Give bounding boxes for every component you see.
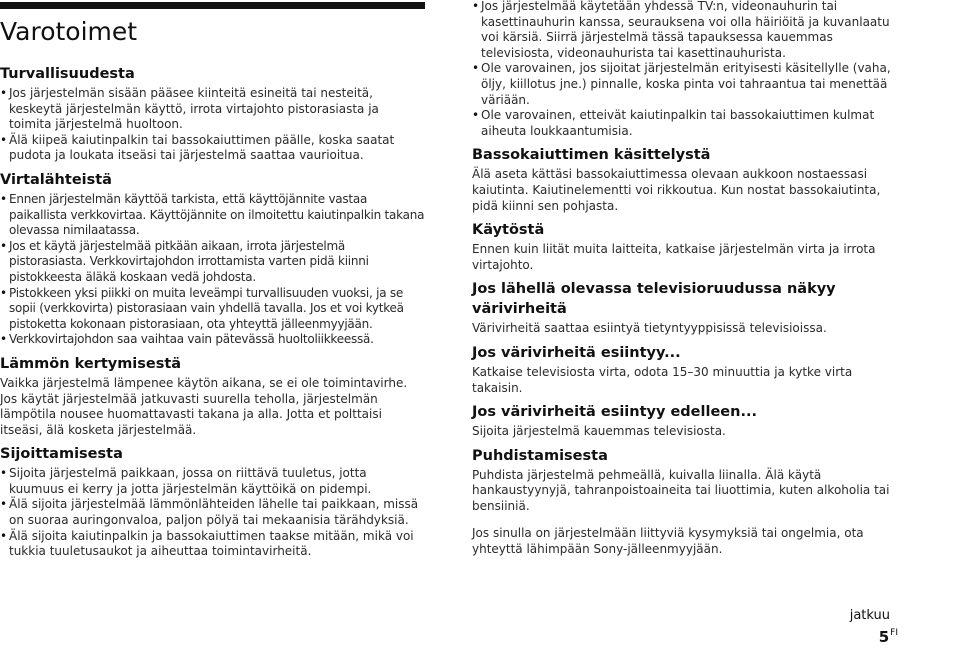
section-heading-operation: Käytöstä — [472, 222, 545, 239]
list-item: • Ole varovainen, jos sijoitat järjestelmän erityisesti käsitellylle (vaha, öljy, kiillotus jne.) pinnalle, koska pinta voi tahraantua tai menettää väriään. — [472, 61, 902, 108]
right-column — [472, 0, 902, 562]
safety-list — [0, 86, 425, 164]
subwoofer-text: Älä aseta kättäsi bassokaiuttimessa olevaan aukkoon nostaessasi kaiutinta. Kaiutinelementti voi rikkoutua. Kun nostat bassokaiutinta, pidä kiinni sen pohjasta. — [472, 167, 881, 213]
placement-list-continued — [472, 0, 902, 139]
section-heading-placement: Sijoittamisesta — [0, 446, 123, 463]
section-heading-cleaning: Puhdistamisesta — [472, 447, 608, 464]
if-color-irregularity-text: Katkaise televisiosta virta, odota 15–30 minuuttia ja kytke virta takaisin. — [472, 364, 853, 395]
cleaning-text: Puhdista järjestelmä pehmeällä, kuivalla liinalla. Älä käytä hankaustyynyjä, tahranpoistoaineita tai liuottimia, kuten alkoholia tai bensiiniä. — [472, 467, 890, 513]
page-title: Varotoimet — [0, 17, 138, 46]
list-item: • Älä kiipeä kaiutinpalkin tai bassokaiuttimen päälle, koska saatat pudota ja loukata itseäsi tai järjestelmä saattaa vaurioitua. — [0, 133, 425, 164]
section-heading-color-irregularity: Jos lähellä olevassa televisioruudussa näkyy värivirheitä — [472, 281, 836, 318]
list-item: • Ennen järjestelmän käyttöä tarkista, että käyttöjännite vastaa paikallista verkkovirtaa. Käyttöjännite on ilmoitettu kaiutinpalkin takana olevassa nimilaatassa. — [0, 192, 425, 239]
power-list — [0, 192, 425, 348]
continued-label: jatkuu — [849, 608, 890, 623]
left-column — [0, 0, 425, 564]
placement-list — [0, 466, 425, 560]
section-heading-subwoofer: Bassokaiuttimen käsittelystä — [472, 147, 711, 164]
list-item: • Jos järjestelmän sisään pääsee kiinteitä esineitä tai nesteitä, keskeytä järjestelmän käyttö, irrota virtajohto pistorasiasta ja toimita järjestelmä huoltoon. — [0, 86, 425, 133]
page-number — [879, 628, 898, 646]
heat-text: Vaikka järjestelmä lämpenee käytön aikana, se ei ole toimintavirhe. Jos käytät järjestelmää jatkuvasti suurella teholla, järjestelmän lämpötila nousee huomattavasti takana ja alla. Jotta et polttaisi itseäsi, älä kosketa järjestelmää. — [0, 375, 408, 437]
title-rule — [0, 2, 425, 9]
operation-text: Ennen kuin liität muita laitteita, katkaise järjestelmän virta ja irrota virtajohto. — [472, 242, 876, 272]
list-item: • Pistokkeen yksi piikki on muita leveämpi turvallisuuden vuoksi, ja se sopii (verkkovirta) pistorasiaan vain yhdellä tavalla. Jos et voi kytkeä pistoketta kokonaan pistorasiaan, ota yhteyttä jälleenmyyjään. — [0, 286, 425, 333]
if-persists-text: Sijoita järjestelmä kauemmas televisiosta. — [472, 424, 726, 439]
list-item: • Ole varovainen, etteivät kaiutinpalkin tai bassokaiuttimen kulmat aiheuta loukkaantumisia. — [472, 108, 902, 139]
language-code: FI — [890, 628, 898, 638]
section-heading-if-persists: Jos värivirheitä esiintyy edelleen... — [472, 404, 757, 421]
list-item: • Sijoita järjestelmä paikkaan, jossa on riittävä tuuletus, jotta kuumuus ei kerry ja jotta järjestelmän käyttöikä on pidempi. — [0, 466, 425, 497]
section-heading-if-color-irregularity: Jos värivirheitä esiintyy... — [472, 344, 681, 361]
list-item: • Älä sijoita järjestelmää lämmönlähteiden lähelle tai paikkaan, missä on suoraa auringonvaloa, paljon pölyä tai mekaanisia tärähdyksiä. — [0, 497, 425, 528]
section-heading-safety: Turvallisuudesta — [0, 66, 135, 82]
section-heading-power: Virtalähteistä — [0, 171, 112, 188]
section-heading-heat: Lämmön kertymisestä — [0, 355, 182, 372]
color-irregularity-text: Värivirheitä saattaa esiintyä tietyntyyppisissä televisioissa. — [472, 321, 827, 336]
page-number-value: 5 — [878, 628, 890, 646]
list-item: • Älä sijoita kaiutinpalkin ja bassokaiuttimen taakse mitään, mikä voi tukkia tuuletusaukot ja aiheuttaa toimintavirheitä. — [0, 529, 425, 560]
list-item: • Jos järjestelmää käytetään yhdessä TV:n, videonauhurin tai kasettinauhurin kanssa, seurauksena voi olla häiriöitä ja kuvanlaatu voi kärsiä. Siirrä järjestelmä tässä tapauksessa kauemmas televisiosta, videonauhurista tai kasettinauhurista. — [472, 0, 902, 61]
list-item: • Jos et käytä järjestelmää pitkään aikaan, irrota järjestelmä pistorasiasta. Verkkovirtajohdon irrottamista varten pidä kiinni pistokkeesta äläkä koskaan vedä johdosta. — [0, 239, 425, 286]
contact-dealer-text: Jos sinulla on järjestelmään liittyviä kysymyksiä tai ongelmia, ota yhteyttä lähimpään Sony-jälleenmyyjään. — [472, 526, 864, 557]
list-item: • Verkkovirtajohdon saa vaihtaa vain pätevässä huoltoliikkeessä. — [0, 332, 425, 348]
